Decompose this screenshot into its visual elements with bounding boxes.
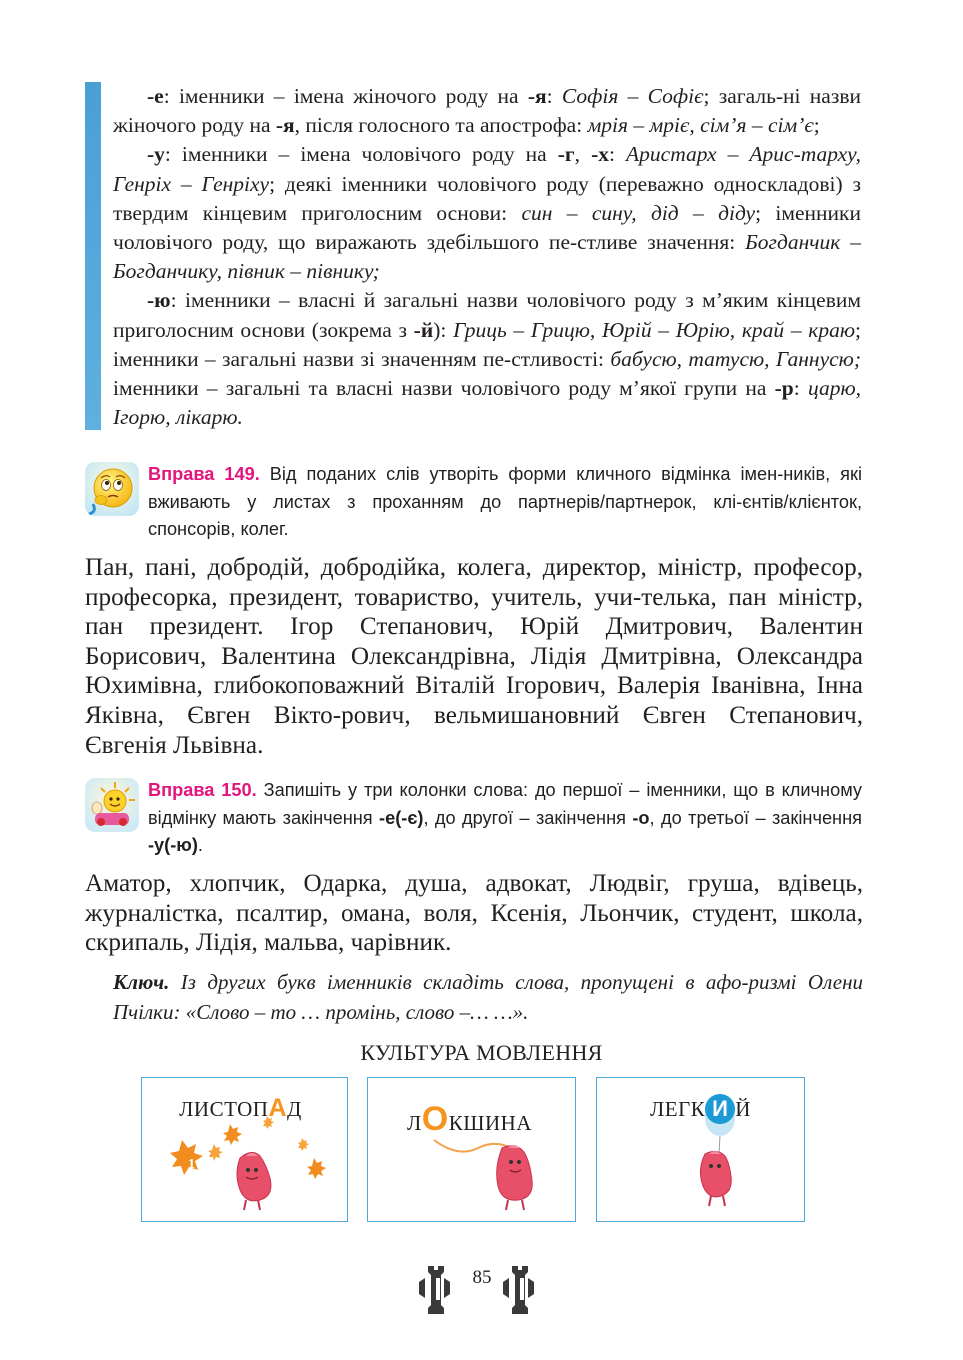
- exercise-150-word-list: Аматор, хлопчик, Одарка, душа, адвокат, Людвіг, груша, вдівець, журналістка, псалтир, омана, воля, Ксенія, Льончик, студент, школа, скрипаль, Лідія, мальва, чарівник.: [85, 870, 863, 957]
- ending-label: -е(-є): [379, 807, 424, 828]
- stress-card-lehkyi: [596, 1077, 805, 1222]
- ending-e: -е: [147, 84, 164, 108]
- rule-text-span: :: [609, 142, 627, 167]
- exercise-149-text: [148, 461, 862, 544]
- rule-example: мрія – мріє, сім’я – сім’є: [587, 113, 814, 138]
- exercise-number: Вправа 149.: [148, 464, 260, 484]
- exercise-number: Вправа 150.: [148, 780, 257, 800]
- rule-example: Богданчик – Богданчику, півник – півнику;: [113, 230, 861, 284]
- key-paragraph: [113, 968, 863, 1027]
- rule-example: син – сину, дід – діду: [521, 200, 756, 225]
- rule-text: [113, 82, 861, 432]
- exercise-149-word-list: Пан, пані, добродій, добродійка, колега, директор, міністр, професор, професорка, президент, товариство, учитель, учи-телька, пан міністр, пан президент. Ігор Степанович, Юрій Дмитрович, Валентин Борисович, Валентина Олександрівна, Лідія Дмитрівна, Олександра Юхимівна, глибокоповажний Віталій Ігорович, Валерія Іванівна, Інна Яківна, Євген Вікто-рович, вельмишановний Євген Степанович, Євгенія Львівна.: [85, 554, 863, 759]
- exercise-instruction: , до третьої – закінчення: [649, 807, 862, 828]
- rule-paragraph-u: [113, 140, 861, 286]
- rule-example: Софія – Софіє: [561, 84, 704, 108]
- key-text: Із других букв іменників складіть слова, пропущені в афо-ризмі Олени Пчілки: «Слово – то … промінь, слово –… …».: [113, 970, 863, 1024]
- ending-u: -у: [147, 142, 165, 167]
- rule-bold: -р: [774, 376, 794, 401]
- rule-paragraph-yu: [113, 286, 861, 432]
- exercise-instruction: Від поданих слів утворіть форми кличного відмінка імен-ників, які вживають у листах з проханням до партнерів/партнерок, клі-єнтів/клієнток, спонсорів, колег.: [148, 464, 862, 539]
- rule-bold: -й: [413, 317, 434, 342]
- rule-text-span: ;: [813, 113, 820, 138]
- word-part: ЛЕГК: [650, 1097, 706, 1121]
- rule-bold: -г: [557, 142, 575, 167]
- rule-bold: -я: [527, 84, 547, 108]
- rule-paragraph-e: [113, 82, 861, 140]
- rule-text-span: :: [793, 376, 808, 401]
- stressed-letter: И: [705, 1094, 735, 1124]
- ending-label: -у(-ю): [148, 835, 198, 855]
- card-word: [141, 1094, 343, 1123]
- stress-card-lystopad: [141, 1077, 348, 1222]
- rule-text-span: : іменники – імена жіночого роду на: [163, 84, 528, 108]
- stress-card-lokshyna: [367, 1077, 576, 1222]
- rule-example: Аристарх – Арис-тарху, Генріх – Генріху: [113, 142, 861, 196]
- rule-example: бабусю, татусю, Ганнусю;: [610, 346, 862, 371]
- page-number: 85: [472, 1267, 492, 1288]
- rule-text-span: : іменники – імена чоловічого роду на: [164, 142, 558, 167]
- rule-bold: -я: [275, 113, 295, 138]
- word-part: Й: [735, 1097, 751, 1121]
- rule-text-span: : іменники – власні й загальні назви чоловічого роду з м’яким кінцевим приголосним основи (зокрема з: [113, 288, 861, 342]
- rule-text-span: ; іменники чоловічого роду, що виражають здебільшого пе-стливе значення:: [113, 200, 861, 255]
- exercise-150-text: [148, 777, 862, 860]
- stressed-letter: А: [268, 1094, 288, 1122]
- card-word: [597, 1094, 804, 1124]
- key-label: Ключ.: [113, 970, 170, 994]
- rule-sidebar-bar: [85, 82, 101, 430]
- word-part: ЛИСТОП: [179, 1097, 269, 1121]
- word-part: Д: [287, 1097, 302, 1121]
- rule-text-span: , після голосного та апострофа:: [294, 113, 588, 138]
- ending-label: -о: [632, 807, 650, 828]
- exercise-instruction: Запишіть у три колонки слова: до першої – іменники, що в кличному відмінку мають закінчення: [148, 780, 862, 828]
- leaf-badge: 1: [188, 1157, 195, 1172]
- rule-text-span: :: [546, 84, 562, 108]
- sun-character-icon: [85, 778, 139, 832]
- rule-text-span: ,: [574, 142, 592, 167]
- rule-text-span: ; загаль-ні назви жіночого роду на: [113, 84, 861, 138]
- exercise-instruction: .: [197, 835, 203, 855]
- rule-text-span: ; іменники – загальні назви зі значенням пе-стливості:: [113, 317, 861, 371]
- rule-text-span: ; деякі іменники чоловічого роду (переважно односкладові) з твердим кінцевим приголосним основи:: [113, 171, 861, 225]
- rule-text-span: іменники – загальні та власні назви чоловічого роду м’якої групи на: [113, 376, 775, 401]
- ending-yu: -ю: [147, 288, 171, 313]
- rule-example: Гриць – Грицю, Юрій – Юрію, край – краю: [453, 317, 856, 342]
- thinking-smiley-icon: [85, 462, 139, 516]
- word-part: Л: [407, 1111, 422, 1135]
- rule-text-span: ):: [433, 317, 454, 342]
- exercise-instruction: , до другої – закінчення: [423, 807, 633, 828]
- card-word: [367, 1100, 573, 1139]
- stressed-letter: О: [421, 1100, 449, 1138]
- word-part: КШИНА: [448, 1111, 532, 1135]
- culture-section-title: КУЛЬТУРА МОВЛЕННЯ: [360, 1040, 603, 1065]
- rule-example: царю, Ігорю, лікарю.: [113, 376, 861, 430]
- page-footer: [0, 1262, 963, 1314]
- rule-bold: -х: [591, 142, 609, 167]
